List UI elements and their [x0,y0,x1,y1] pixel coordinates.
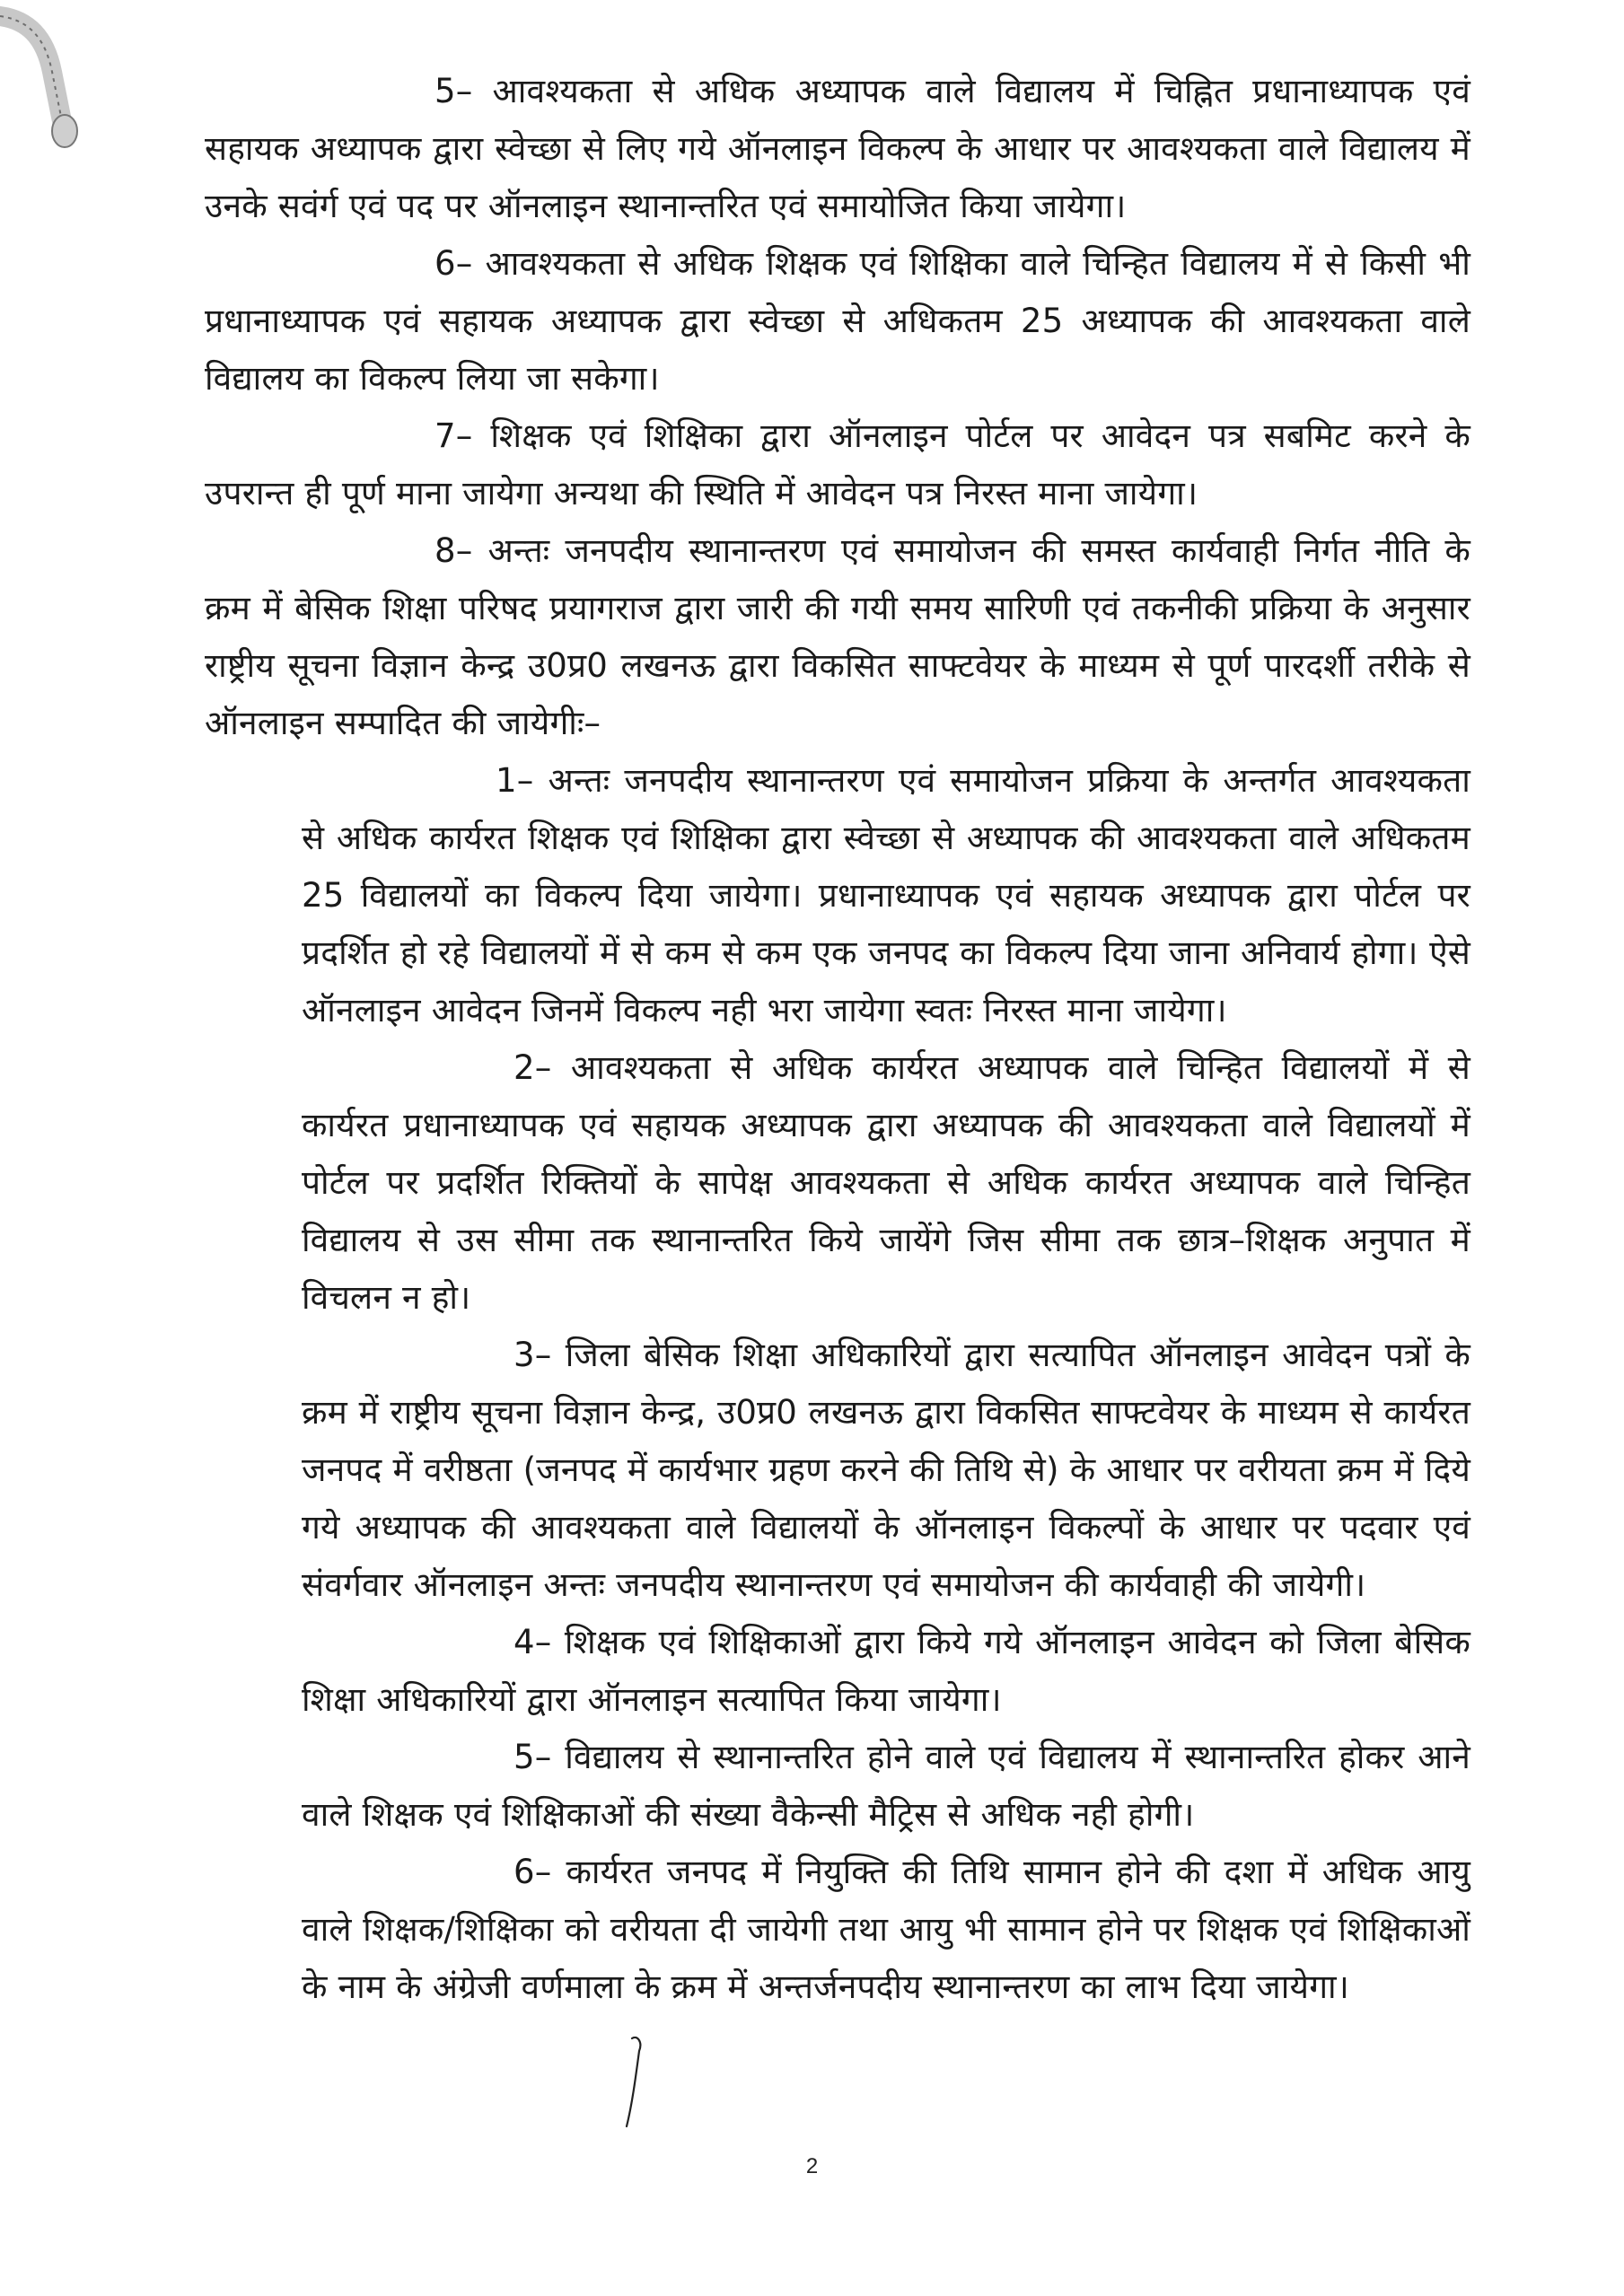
sub-clause-1 [302,752,1470,1039]
clause-text: शिक्षक एवं शिक्षिका द्वारा ऑनलाइन पोर्टल पर आवेदन पत्र सबमिट करने के उपरान्त ही पूर्ण माना जायेगा अन्यथा की स्थिति में आवेदन पत्र निरस्त माना जायेगा। [205,416,1471,513]
sub-clause-number: 4– [514,1623,552,1661]
clause-text: आवश्यकता से अधिक अध्यापक वाले विद्यालय में चिह्नित प्रधानाध्यापक एवं सहायक अध्यापक द्वारा स्वेच्छा से लिए गये ऑनलाइन विकल्प के आधार पर आवश्यकता वाले विद्यालय में उनके सवंर्ग एवं पद पर ऑनलाइन स्थानान्तरित एवं समायोजित किया जायेगा। [205,72,1470,225]
sub-clauses [302,752,1470,2016]
sub-clause-5 [302,1729,1470,1844]
sub-clause-6 [302,1844,1470,2016]
clause-5 [205,63,1470,235]
sub-clause-text: जिला बेसिक शिक्षा अधिकारियों द्वारा सत्यापित ऑनलाइन आवेदन पत्रों के क्रम में राष्ट्रीय सूचना विज्ञान केन्द्र, उ0प्र0 लखनऊ द्वारा विकसित साफ्टवेयर के माध्यम से कार्यरत जनपद में वरीष्ठता (जनपद में कार्यभार ग्रहण करने की तिथि से) के आधार पर वरीयता क्रम में दिये गये अध्यापक की आवश्यकता वाले विद्यालयों के ऑनलाइन विकल्पों के आधार पर पदवार एवं संवर्गवार ऑनलाइन अन्तः जनपदीय स्थानान्तरण एवं समायोजन की कार्यवाही की जायेगी। [302,1336,1470,1604]
sub-clause-number: 3– [514,1336,552,1374]
clause-text: आवश्यकता से अधिक शिक्षक एवं शिक्षिका वाले चिन्हित विद्यालय में से किसी भी प्रधानाध्यापक एवं सहायक अध्यापक द्वारा स्वेच्छा से अधिकतम 25 अध्यापक की आवश्यकता वाले विद्यालय का विकल्प लिया जा सकेगा। [205,244,1471,398]
sub-clause-number: 1– [496,761,534,800]
clause-7 [205,407,1470,522]
signature-mark-icon [619,2033,673,2132]
sub-clause-text: कार्यरत जनपद में नियुक्ति की तिथि सामान होने की दशा में अधिक आयु वाले शिक्षक/शिक्षिका को वरीयता दी जायेगी तथा आयु भी सामान होने पर शिक्षक एवं शिक्षिकाओं के नाम के अंग्रेजी वर्णमाला के क्रम में अन्तर्जनपदीय स्थानान्तरण का लाभ दिया जायेगा। [302,1853,1470,2006]
clause-text: अन्तः जनपदीय स्थानान्तरण एवं समायोजन की समस्त कार्यवाही निर्गत नीति के क्रम में बेसिक शिक्षा परिषद प्रयागराज द्वारा जारी की गयी समय सारिणी एवं तकनीकी प्रक्रिया के अनुसार राष्ट्रीय सूचना विज्ञान केन्द्र उ0प्र0 लखनऊ द्वारा विकसित साफ्टवेयर के माध्यम से पूर्ण पारदर्शी तरीके से ऑनलाइन सम्पादित की जायेगीः– [205,531,1471,742]
clause-6 [205,235,1470,407]
document-body [205,63,1470,2016]
sub-clause-3 [302,1327,1470,1614]
sub-clause-text: अन्तः जनपदीय स्थानान्तरण एवं समायोजन प्रक्रिया के अन्तर्गत आवश्यकता से अधिक कार्यरत शिक्षक एवं शिक्षिका द्वारा स्वेच्छा से अध्यापक की आवश्यकता वाले अधिकतम 25 विद्यालयों का विकल्प दिया जायेगा। प्रधानाध्यापक एवं सहायक अध्यापक द्वारा पोर्टल पर प्रदर्शित हो रहे विद्यालयों में से कम से कम एक जनपद का विकल्प दिया जाना अनिवार्य होगा। ऐसे ऑनलाइन आवेदन जिनमें विकल्प नही भरा जायेगा स्वतः निरस्त माना जायेगा। [302,761,1470,1030]
sub-clause-2 [302,1039,1470,1327]
sub-clause-number: 2– [514,1048,552,1087]
clause-number: 6– [435,244,473,283]
binding-string-icon [0,0,99,162]
sub-clause-text: आवश्यकता से अधिक कार्यरत अध्यापक वाले चिन्हित विद्यालयों में से कार्यरत प्रधानाध्यापक एवं सहायक अध्यापक द्वारा अध्यापक की आवश्यकता वाले विद्यालयों में पोर्टल पर प्रदर्शित रिक्तियों के सापेक्ष आवश्यकता से अधिक कार्यरत अध्यापक वाले चिन्हित विद्यालय से उस सीमा तक स्थानान्तरित किये जायेंगे जिस सीमा तक छात्र–शिक्षक अनुपात में विचलन न हो। [302,1048,1470,1317]
sub-clause-4 [302,1614,1470,1729]
sub-clause-text: विद्यालय से स्थानान्तरित होने वाले एवं विद्यालय में स्थानान्तरित होकर आने वाले शिक्षक एवं शिक्षिकाओं की संख्या वैकेन्सी मैट्रिस से अधिक नही होगी। [302,1738,1470,1834]
sub-clause-number: 6– [514,1853,552,1891]
clause-number: 5– [435,72,473,110]
sub-clause-number: 5– [514,1738,552,1776]
clause-number: 7– [435,416,473,455]
clause-number: 8– [435,531,473,570]
sub-clause-text: शिक्षक एवं शिक्षिकाओं द्वारा किये गये ऑनलाइन आवेदन को जिला बेसिक शिक्षा अधिकारियों द्वारा ऑनलाइन सत्यापित किया जायेगा। [302,1623,1470,1719]
page-number: 2 [805,2154,819,2178]
clause-8 [205,522,1470,752]
